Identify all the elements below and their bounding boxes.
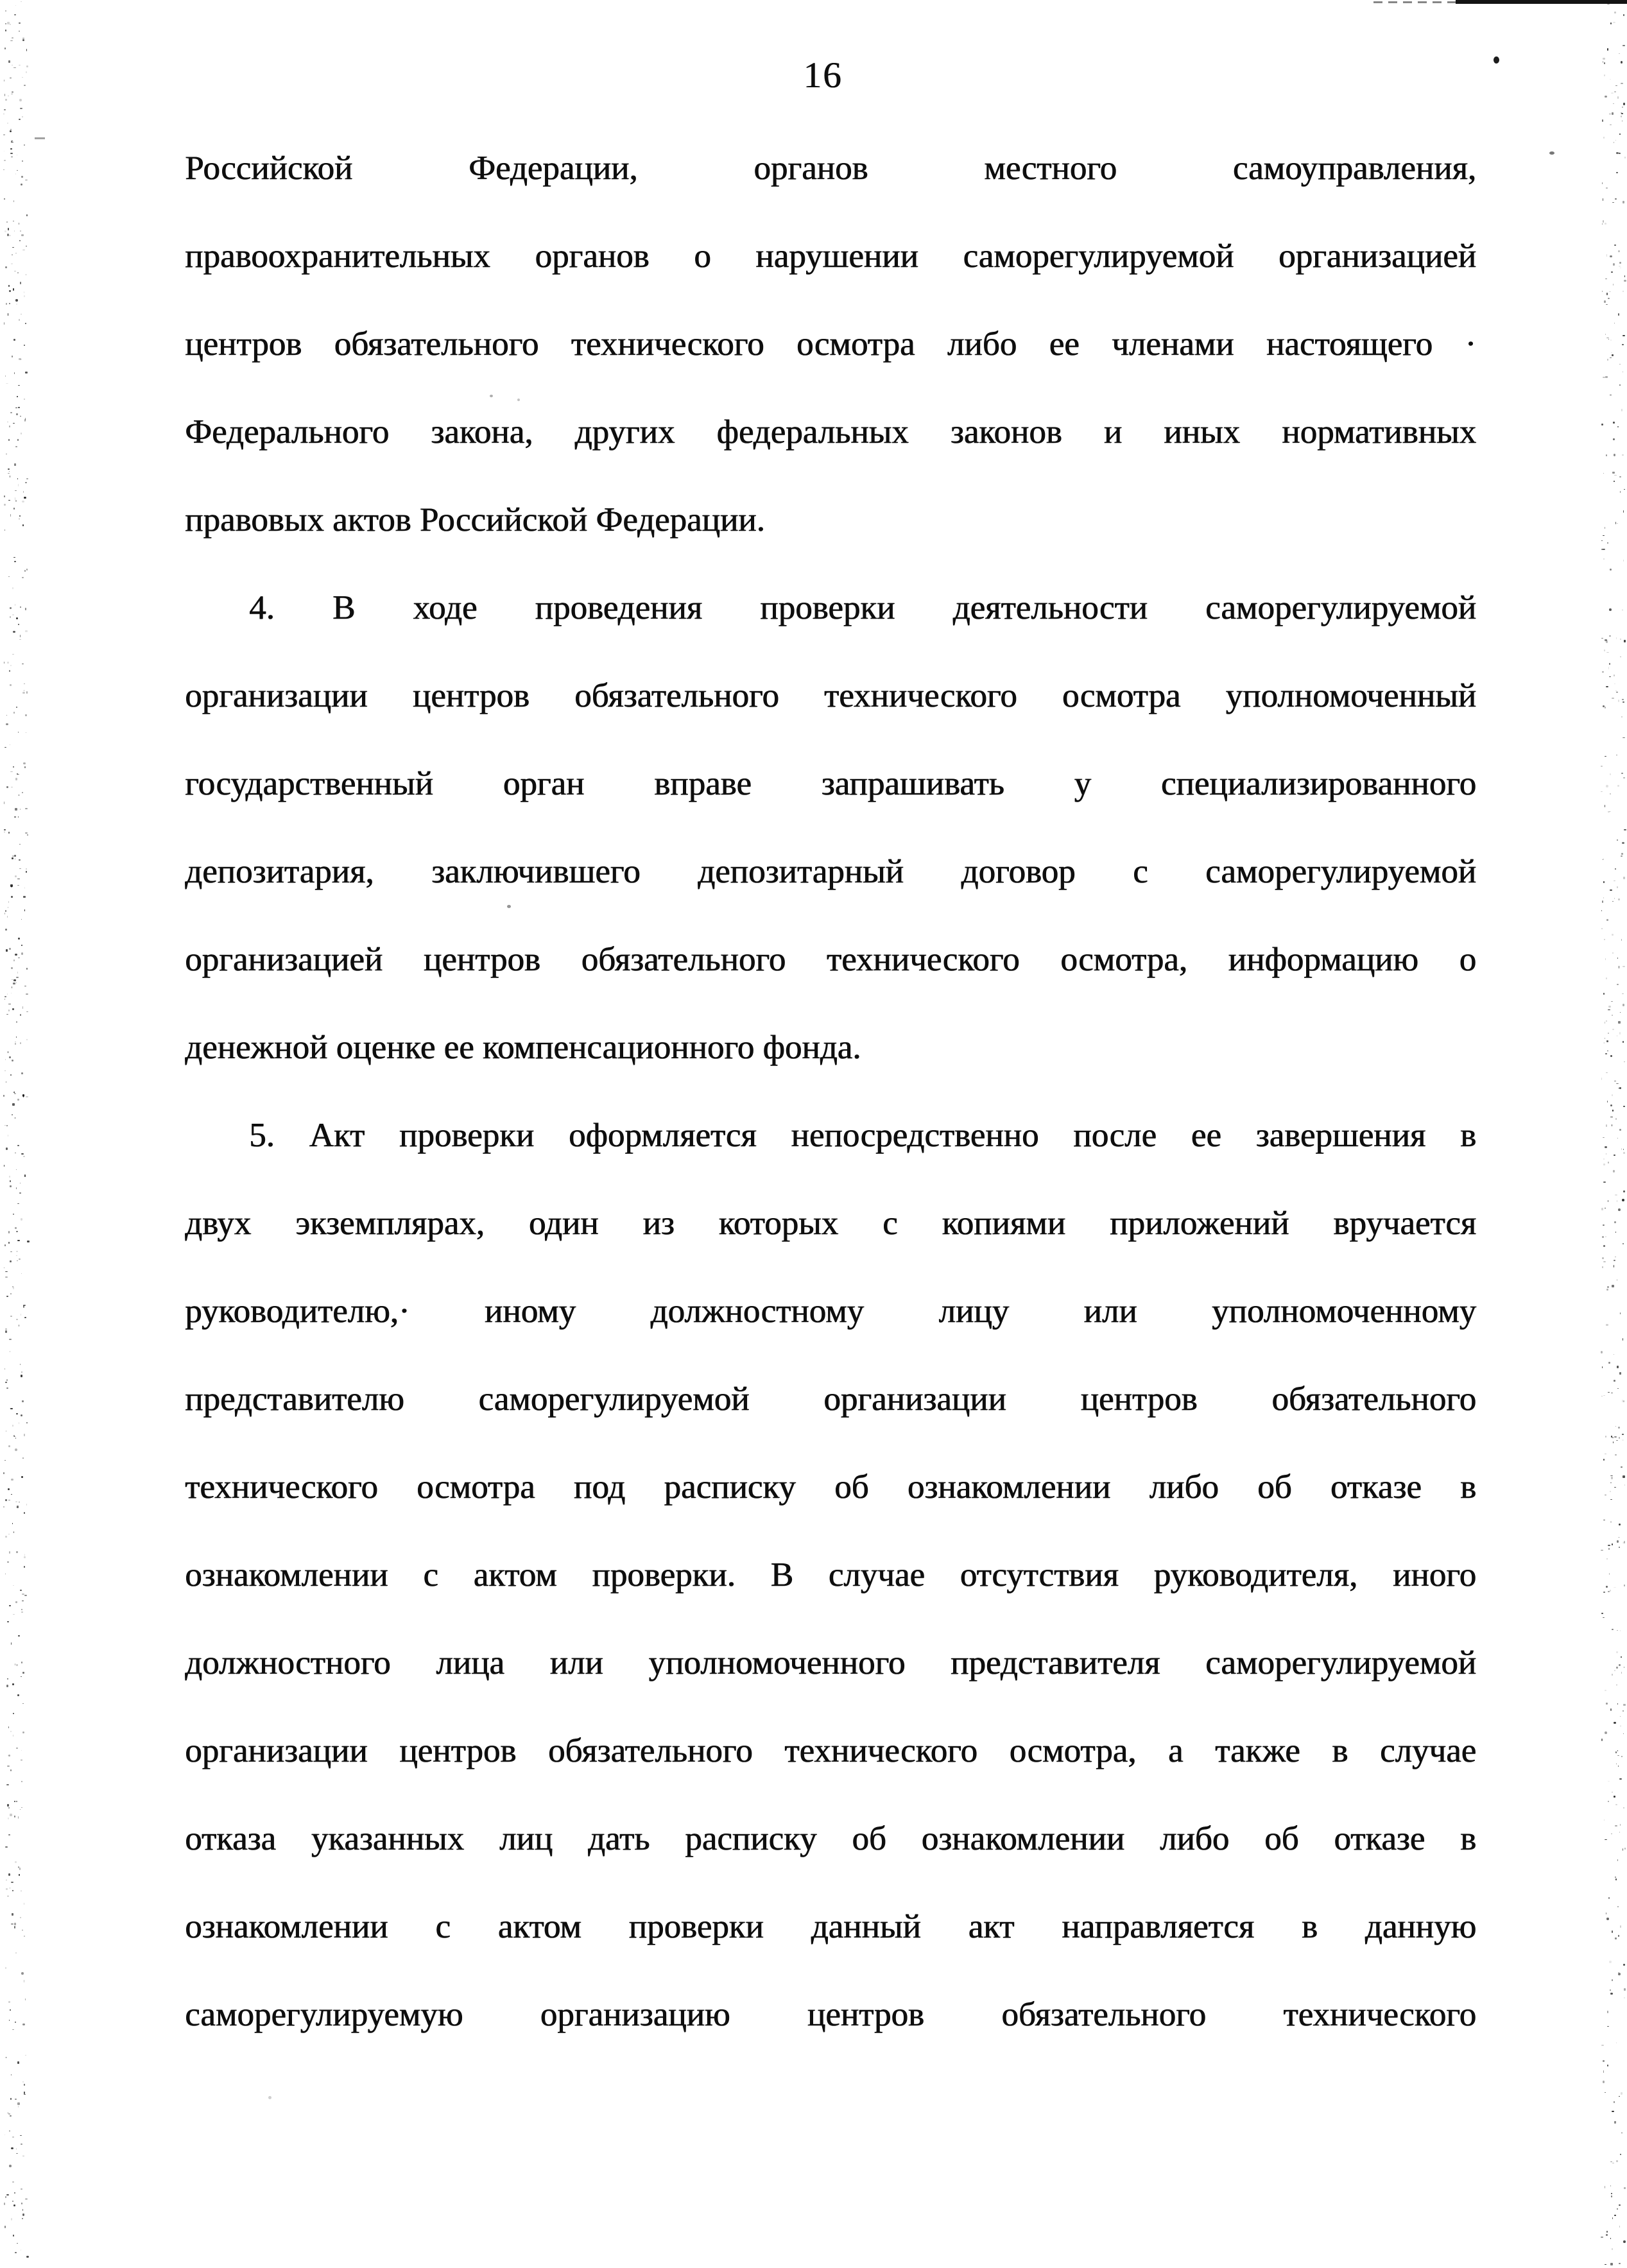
text-line: руководителю,· иному должностному лицу или уполномоченному — [185, 1293, 1476, 1330]
text-line: 5. Акт проверки оформляется непосредственно после ее завершения в — [249, 1117, 1476, 1154]
ink-dot — [1494, 56, 1499, 64]
page-number: 16 — [803, 55, 843, 96]
text-line: денежной оценке ее компенсационного фонда. — [185, 1029, 861, 1066]
ink-dot — [1549, 151, 1554, 155]
text-line: Российской Федерации, органов местного самоуправления, — [185, 150, 1476, 187]
text-line: саморегулируемую организацию центров обязательного технического — [185, 1996, 1476, 2033]
text-line: отказа указанных лиц дать расписку об ознакомлении либо об отказе в — [185, 1820, 1476, 1857]
text-line: депозитария, заключившего депозитарный договор с саморегулируемой — [185, 853, 1476, 890]
text-line: технического осмотра под расписку об ознакомлении либо об отказе в — [185, 1468, 1476, 1506]
text-line: правовых актов Российской Федерации. — [185, 501, 765, 538]
ink-dot — [268, 2096, 271, 2099]
text-line: организации центров обязательного технического осмотра, а также в случае — [185, 1732, 1476, 1769]
text-line: центров обязательного технического осмотра либо ее членами настоящего · — [185, 325, 1476, 363]
text-line: 4. В ходе проведения проверки деятельности саморегулируемой — [249, 589, 1476, 626]
text-line: представителю саморегулируемой организации центров обязательного — [185, 1380, 1476, 1418]
text-line: двух экземплярах, один из которых с копиями приложений вручается — [185, 1205, 1476, 1242]
document-body — [185, 125, 1476, 2059]
text-line: государственный орган вправе запрашивать у специализированного — [185, 765, 1476, 802]
text-line: организации центров обязательного технического осмотра уполномоченный — [185, 677, 1476, 714]
ink-dash — [35, 137, 45, 139]
text-line: ознакомлении с актом проверки данный акт направляется в данную — [185, 1908, 1476, 1945]
text-line: организацией центров обязательного технического осмотра, информацию о — [185, 941, 1476, 978]
top-edge-scan-line — [1456, 0, 1627, 4]
top-edge-scan-line-dashed — [1373, 1, 1457, 3]
text-line: Федерального закона, других федеральных законов и иных нормативных — [185, 413, 1476, 451]
text-line: правоохранительных органов о нарушении саморегулируемой организацией — [185, 237, 1476, 275]
text-line: ознакомлении с актом проверки. В случае отсутствия руководителя, иного — [185, 1556, 1476, 1594]
text-line: должностного лица или уполномоченного представителя саморегулируемой — [185, 1644, 1476, 1681]
